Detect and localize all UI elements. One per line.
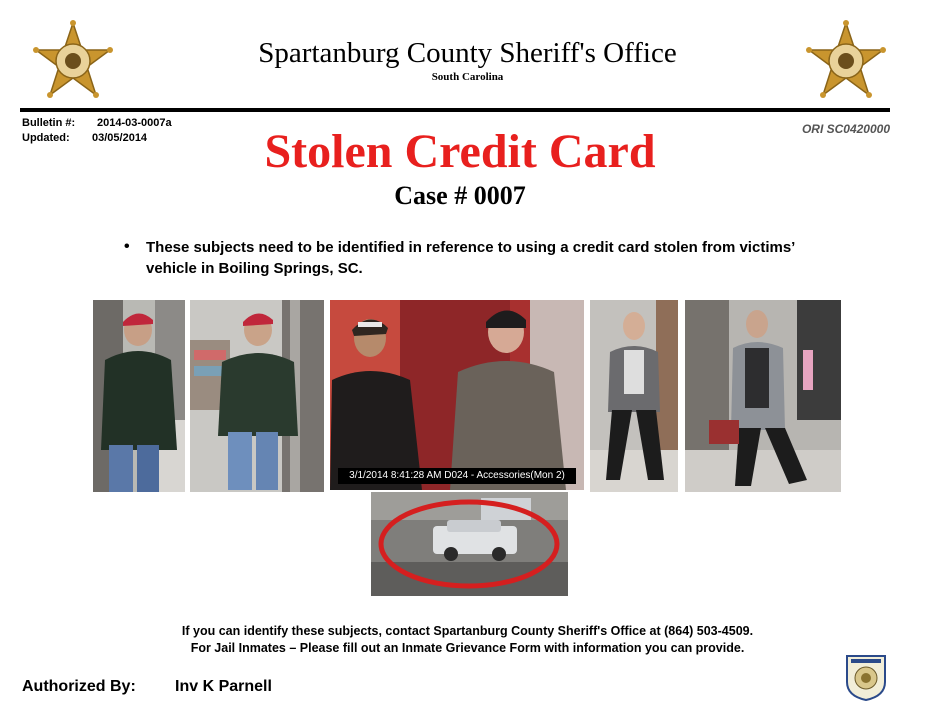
office-name: Spartanburg County Sheriff's Office: [258, 37, 677, 69]
surveillance-photo-vehicle: [371, 492, 568, 596]
county-seal-icon: [845, 652, 887, 702]
bullet-icon: •: [124, 238, 130, 255]
updated-date: 03/05/2014: [92, 132, 148, 144]
surveillance-photo-2: [190, 300, 324, 492]
description-text: These subjects need to be identified in reference to using a credit card stolen from victims’ vehicle in Boiling Springs, SC.: [146, 239, 795, 277]
sheriff-badge-left-icon: [30, 19, 116, 105]
authorized-label: Authorized By:: [22, 678, 136, 695]
camera-timestamp: 3/1/2014 8:41:28 AM D024 - Accessories(Mon 2): [338, 468, 576, 484]
header-divider: [20, 108, 890, 112]
ori-number: ORI SC0420000: [801, 122, 890, 136]
authorized-name: Inv K Parnell: [175, 678, 272, 695]
surveillance-photo-1: [93, 300, 185, 492]
surveillance-photo-5: [685, 300, 841, 492]
contact-line-2: For Jail Inmates – Please fill out an Inmate Grievance Form with information you can provide.: [190, 641, 745, 655]
surveillance-photo-4: [590, 300, 678, 492]
updated-label: Updated:: [22, 132, 70, 144]
contact-line-1: If you can identify these subjects, contact Spartanburg County Sheriff's Office at (864) 503-4509.: [181, 624, 754, 638]
sheriff-badge-right-icon: [803, 19, 889, 105]
bulletin-title: Stolen Credit Card: [264, 125, 656, 178]
bulletin-number: 2014-03-0007a: [97, 117, 172, 129]
bulletin-label: Bulletin #:: [22, 117, 76, 129]
case-number: Case # 0007: [394, 181, 526, 210]
surveillance-photo-3: [330, 300, 584, 490]
office-state: South Carolina: [431, 71, 504, 83]
